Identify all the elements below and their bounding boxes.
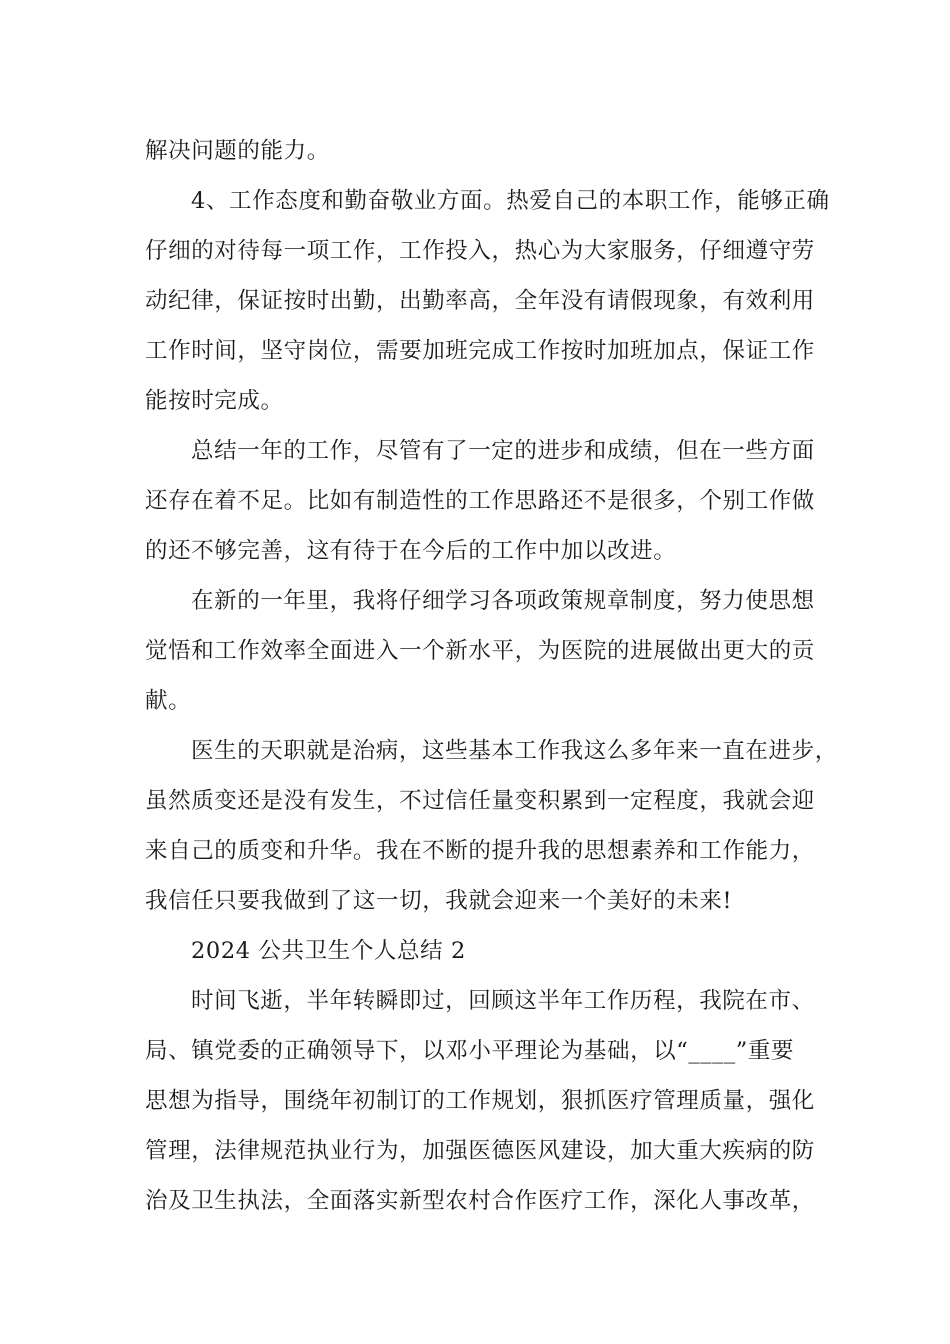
paragraph-start-line: 总结一年的工作，尽管有了一定的进步和成绩，但在一些方面 (191, 438, 815, 464)
text-line: 管理，法律规范执业行为，加强医德医风建设，加大重大疾病的防 (145, 1138, 815, 1164)
text-line: 解决问题的能力。 (145, 138, 330, 164)
paragraph-start-line: 4、工作态度和勤奋敬业方面。热爱自己的本职工作，能够正确 (191, 188, 830, 214)
paragraph-start-line: 在新的一年里，我将仔细学习各项政策规章制度，努力使思想 (191, 588, 815, 614)
text-line: 治及卫生执法，全面落实新型农村合作医疗工作，深化人事改革， (145, 1188, 815, 1214)
text-line: 能按时完成。 (145, 388, 284, 414)
text-line: 献。 (145, 688, 192, 714)
text-line: 工作时间，坚守岗位，需要加班完成工作按时加班加点，保证工作 (145, 338, 815, 364)
text-line: 来自己的质变和升华。我在不断的提升我的思想素养和工作能力， (145, 838, 815, 864)
text-line: 的还不够完善，这有待于在今后的工作中加以改进。 (145, 538, 677, 564)
section-heading: 2024 公共卫生个人总结 2 (191, 938, 466, 964)
text-line: 仔细的对待每一项工作，工作投入，热心为大家服务，仔细遵守劳 (145, 238, 815, 264)
text-line: 虽然质变还是没有发生，不过信任量变积累到一定程度，我就会迎 (145, 788, 815, 814)
text-line: 思想为指导，围绕年初制订的工作规划，狠抓医疗管理质量，强化 (145, 1088, 815, 1114)
text-line: 觉悟和工作效率全面进入一个新水平，为医院的进展做出更大的贡 (145, 638, 815, 664)
paragraph-start-line: 医生的天职就是治病，这些基本工作我这么多年来一直在进步， (191, 738, 838, 764)
text-line: 动纪律，保证按时出勤，出勤率高，全年没有请假现象，有效利用 (145, 288, 815, 314)
text-line: 局、镇党委的正确领导下，以邓小平理论为基础，以“____”重要 (145, 1038, 795, 1064)
text-line: 我信任只要我做到了这一切，我就会迎来一个美好的未来! (145, 888, 733, 914)
paragraph-start-line: 时间飞逝，半年转瞬即过，回顾这半年工作历程，我院在市、 (191, 988, 815, 1014)
text-line: 还存在着不足。比如有制造性的工作思路还不是很多，个别工作做 (145, 488, 815, 514)
